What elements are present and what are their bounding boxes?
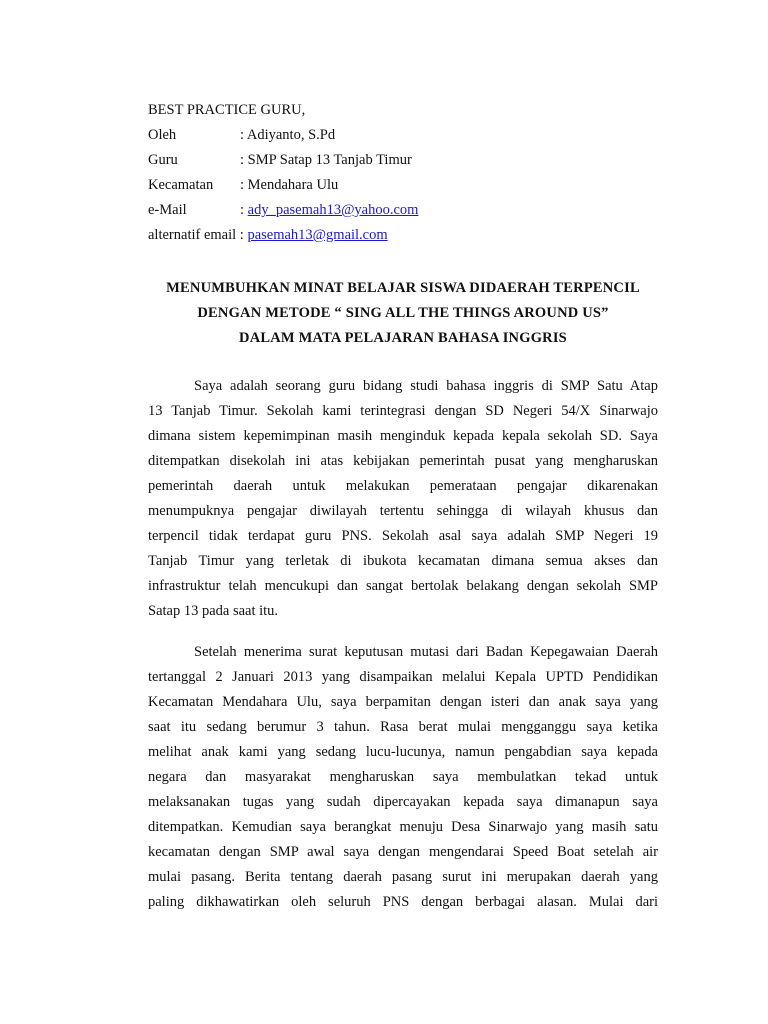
- alt-email-label: alternatif email :: [148, 227, 248, 243]
- email-label: e-Mail: [148, 202, 187, 218]
- paragraph-line: dimana sistem kepemimpinan masih menginduk kepada kepala sekolah SD. Saya: [148, 428, 658, 444]
- title-line-2: DENGAN METODE “ SING ALL THE THINGS AROUND US”: [197, 305, 609, 321]
- paragraph-line: ditempatkan. Kemudian saya berangkat menuju Desa Sinarwajo yang masih satu: [148, 819, 658, 835]
- title-line-3: DALAM MATA PELAJARAN BAHASA INGGRIS: [239, 330, 567, 346]
- paragraph-line: mulai pasang. Berita tentang daerah pasang surut ini merupakan daerah yang: [148, 869, 658, 885]
- paragraph-line: kecamatan dengan SMP awal saya dengan mengendarai Speed Boat setelah air: [148, 844, 658, 860]
- header-heading: BEST PRACTICE GURU,: [148, 102, 306, 118]
- paragraph-line: tertanggal 2 Januari 2013 yang disampaikan melalui Kepala UPTD Pendidikan: [148, 669, 658, 685]
- email-row: [148, 198, 418, 223]
- paragraph-line: terpencil tidak terdapat guru PNS. Sekolah asal saya adalah SMP Negeri 19: [148, 528, 658, 544]
- paragraph-line: paling dikhawatirkan oleh seluruh PNS dengan berbagai alasan. Mulai dari: [148, 894, 658, 910]
- oleh-label: Oleh: [148, 127, 177, 143]
- paragraph-line: pemerintah daerah untuk melakukan pemerataan pengajar dikarenakan: [148, 478, 658, 494]
- paragraph-line: 13 Tanjab Timur. Sekolah kami terintegrasi dengan SD Negeri 54/X Sinarwajo: [148, 403, 658, 419]
- alt-email-link[interactable]: pasemah13@gmail.com: [247, 227, 388, 243]
- paragraph-line: Saya adalah seorang guru bidang studi bahasa inggris di SMP Satu Atap: [194, 378, 658, 394]
- paragraph-line: Satap 13 pada saat itu.: [148, 603, 279, 619]
- kecamatan-value: : Mendahara Ulu: [240, 177, 339, 193]
- oleh-row: [148, 123, 335, 148]
- paragraph-1: [148, 374, 658, 624]
- oleh-value: : Adiyanto, S.Pd: [240, 127, 336, 143]
- guru-value: : SMP Satap 13 Tanjab Timur: [240, 152, 412, 168]
- paragraph-line: Kecamatan Mendahara Ulu, saya berpamitan dengan isteri dan anak saya yang: [148, 694, 658, 710]
- paragraph-line: melaksanakan tugas yang sudah dipercayakan kepada saya dimanapun saya: [148, 794, 658, 810]
- title-line-1: MENUMBUHKAN MINAT BELAJAR SISWA DIDAERAH TERPENCIL: [166, 280, 640, 296]
- paragraph-line: infrastruktur telah mencukupi dan sangat bertolak belakang dengan sekolah SMP: [148, 578, 658, 594]
- paragraph-line: melihat anak kami yang sedang lucu-lucunya, namun pengabdian saya kepada: [148, 744, 658, 760]
- guru-label: Guru: [148, 152, 178, 168]
- email-link[interactable]: ady_pasemah13@yahoo.com: [247, 202, 419, 218]
- paragraph-line: menumpuknya pengajar diwilayah tertentu sehingga di wilayah khusus dan: [148, 503, 658, 519]
- paragraph-2: [148, 640, 658, 915]
- paragraph-line: negara dan masyarakat mengharuskan saya membulatkan tekad untuk: [148, 769, 658, 785]
- guru-row: [148, 148, 412, 173]
- paragraph-line: Tanjab Timur yang terletak di ibukota kecamatan dimana semua akses dan: [148, 553, 658, 569]
- paragraph-line: saat itu sedang berumur 3 tahun. Rasa berat mulai mengganggu saya ketika: [148, 719, 658, 735]
- kecamatan-row: [148, 173, 338, 198]
- paragraph-line: ditempatkan disekolah ini atas kebijakan pemerintah pusat yang mengharuskan: [148, 453, 658, 469]
- document-title: [148, 276, 658, 351]
- email-separator: :: [240, 202, 248, 218]
- alt-email-row: [148, 223, 388, 248]
- paragraph-line: Setelah menerima surat keputusan mutasi dari Badan Kepegawaian Daerah: [194, 644, 658, 660]
- kecamatan-label: Kecamatan: [148, 177, 214, 193]
